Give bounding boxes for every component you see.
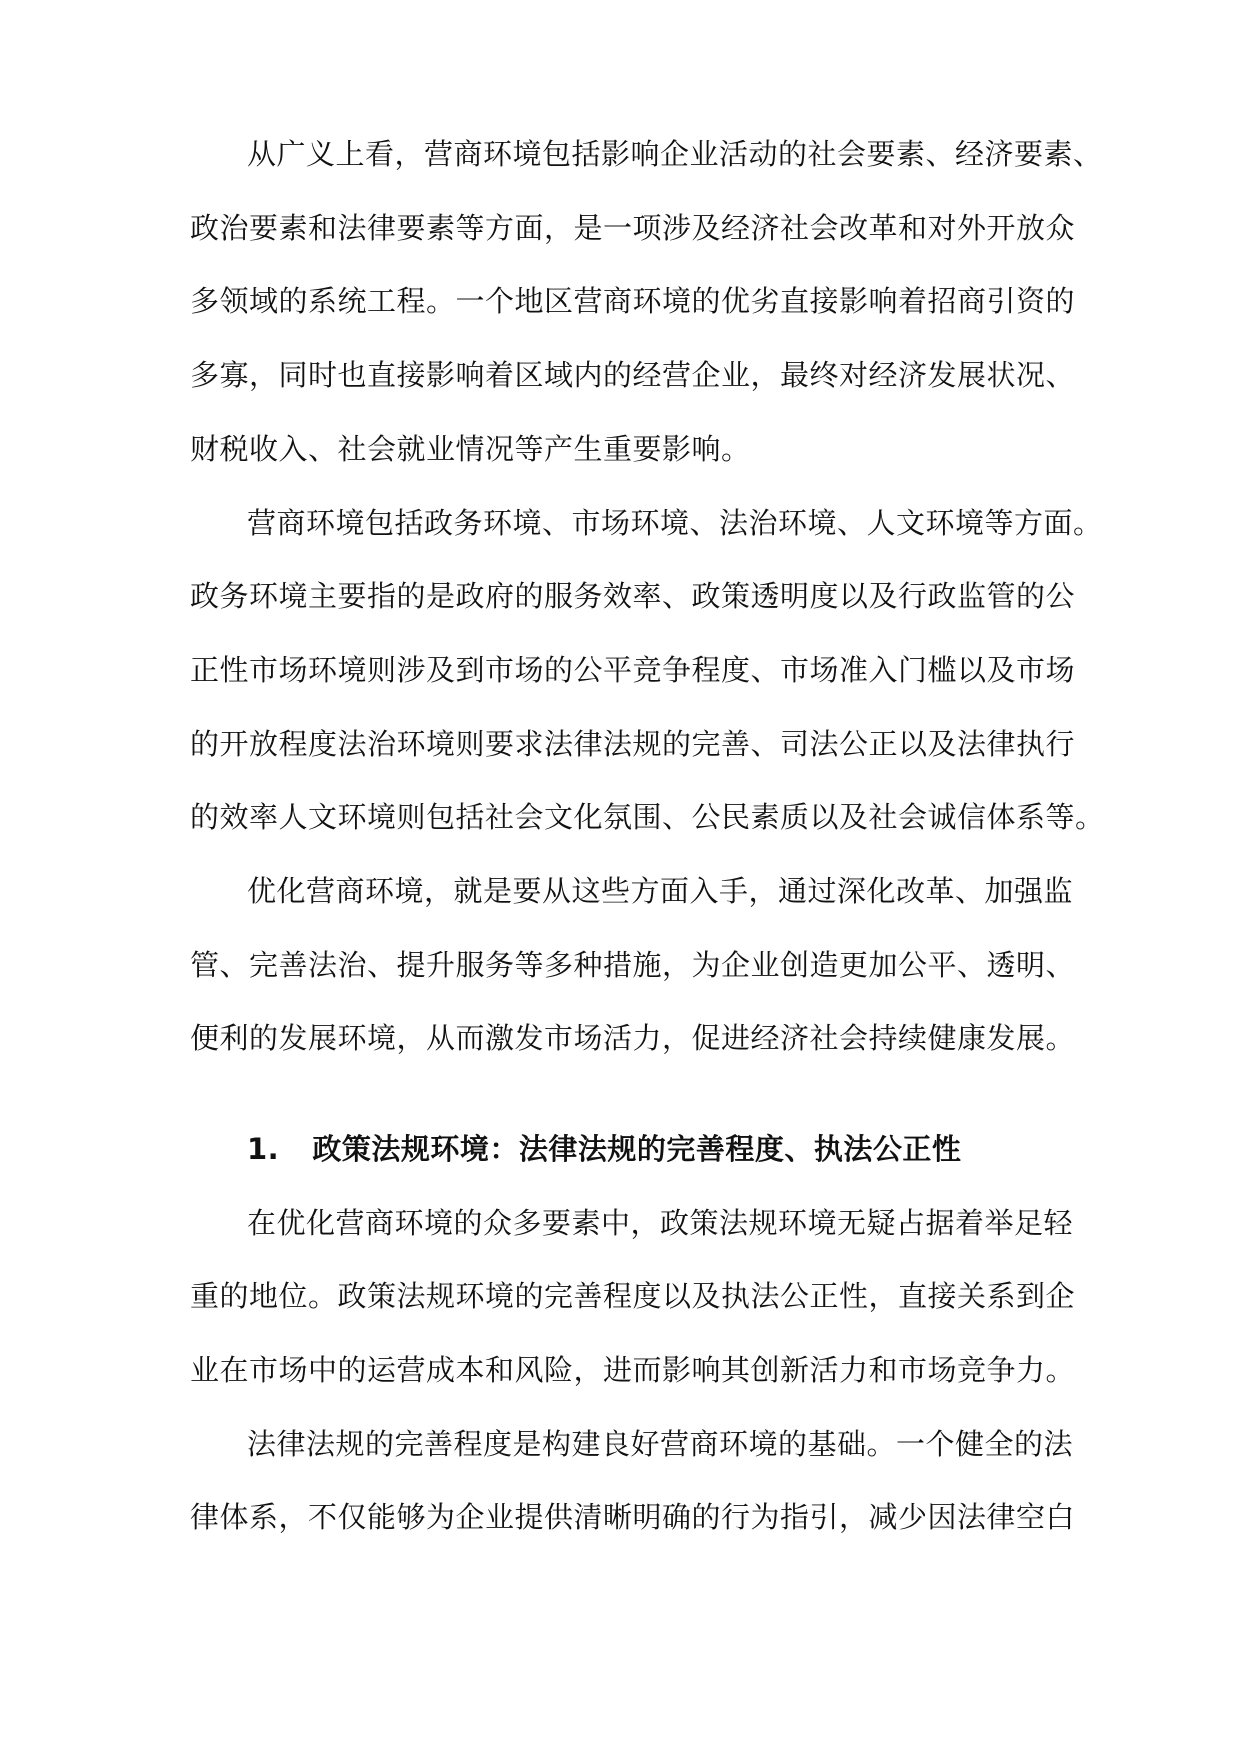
paragraph-5-line-1: 法律法规的完善程度是构建良好营商环境的基础。一个健全的法: [247, 1427, 1074, 1461]
paragraph-3-line-3: 便利的发展环境，从而激发市场活力，促进经济社会持续健康发展。: [190, 1021, 1076, 1055]
section-heading-text: 政策法规环境：法律法规的完善程度、执法公正性: [312, 1132, 962, 1166]
paragraph-2-line-2: 政务环境主要指的是政府的服务效率、政策透明度以及行政监管的公: [190, 579, 1076, 613]
paragraph-5-line-2: 律体系，不仅能够为企业提供清晰明确的行为指引，减少因法律空白: [190, 1500, 1076, 1534]
paragraph-1-line-3: 多领域的系统工程。一个地区营商环境的优劣直接影响着招商引资的: [190, 284, 1076, 318]
paragraph-2-line-1: 营商环境包括政务环境、市场环境、法治环境、人文环境等方面。: [247, 506, 1103, 540]
paragraph-1-line-2: 政治要素和法律要素等方面，是一项涉及经济社会改革和对外开放众: [190, 211, 1076, 245]
section-heading-number: 1.: [247, 1132, 280, 1166]
paragraph-4-line-2: 重的地位。政策法规环境的完善程度以及执法公正性，直接关系到企: [190, 1279, 1076, 1313]
paragraph-2-line-3: 正性市场环境则涉及到市场的公平竞争程度、市场准入门槛以及市场: [190, 653, 1076, 687]
paragraph-3-line-2: 管、完善法治、提升服务等多种措施，为企业创造更加公平、透明、: [190, 948, 1076, 982]
paragraph-4-line-1: 在优化营商环境的众多要素中，政策法规环境无疑占据着举足轻: [247, 1206, 1074, 1240]
paragraph-4-line-3: 业在市场中的运营成本和风险，进而影响其创新活力和市场竞争力。: [190, 1353, 1076, 1387]
paragraph-2-line-4: 的开放程度法治环境则要求法律法规的完善、司法公正以及法律执行: [190, 727, 1076, 761]
paragraph-3-line-1: 优化营商环境，就是要从这些方面入手，通过深化改革、加强监: [247, 874, 1074, 908]
paragraph-1-line-4: 多寡，同时也直接影响着区域内的经营企业，最终对经济发展状况、: [190, 358, 1076, 392]
section-heading: [247, 1129, 961, 1169]
paragraph-1-line-5: 财税收入、社会就业情况等产生重要影响。: [190, 432, 751, 466]
paragraph-1-line-1: 从广义上看，营商环境包括影响企业活动的社会要素、经济要素、: [247, 137, 1103, 171]
paragraph-2-line-5: 的效率人文环境则包括社会文化氛围、公民素质以及社会诚信体系等。: [190, 800, 1105, 834]
